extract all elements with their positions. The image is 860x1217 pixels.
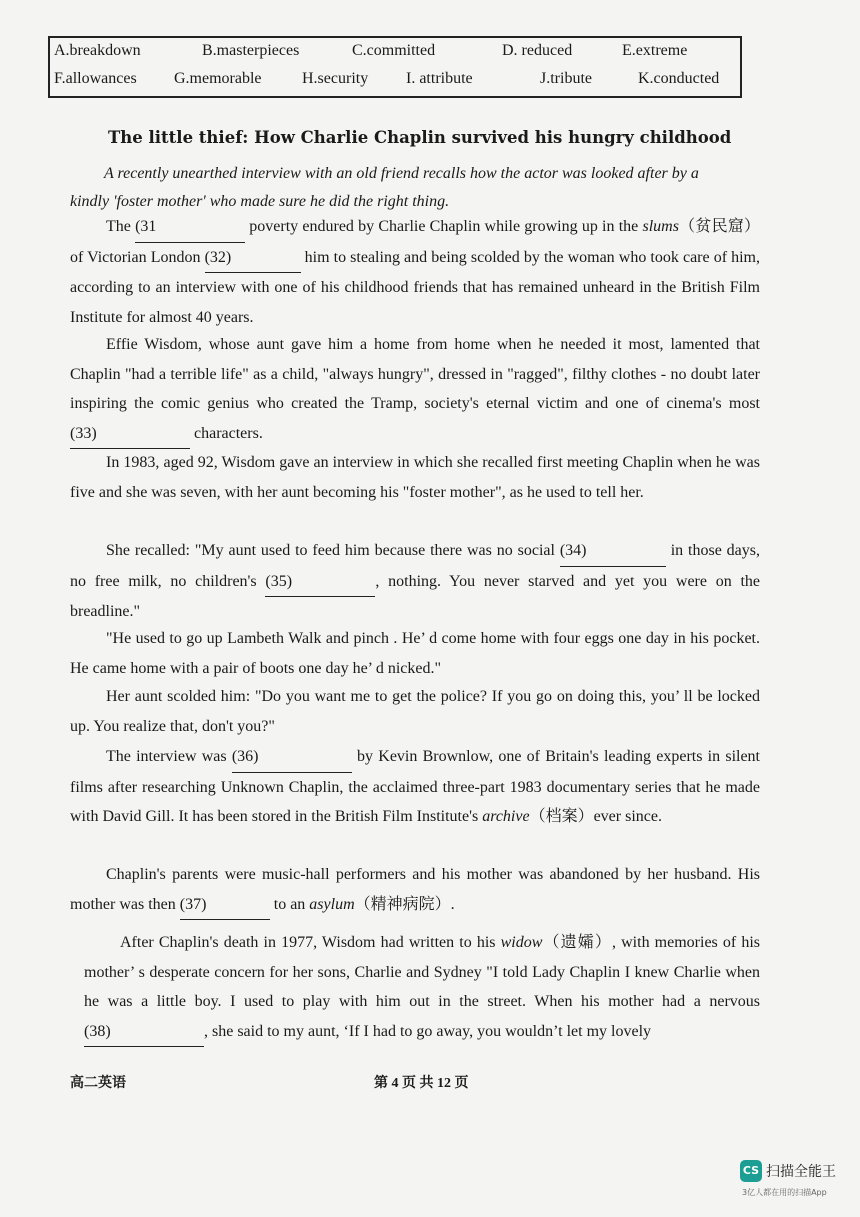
paragraph-2 — [70, 330, 760, 449]
text-run: （遗孀）, with memories of his mother’ s desperate concern for her sons, Charlie and Sydney "I told Lady Chaplin I knew Charlie when he was a little boy. I used to play with him out in the street. When his mother had a nervous — [84, 934, 761, 1010]
cs-logo-icon: CS — [740, 1160, 762, 1182]
blank-number: (37) — [179, 895, 207, 913]
italic-term: slums — [642, 218, 679, 235]
italic-term: asylum — [309, 895, 355, 913]
text-run: （精神病院）. — [354, 895, 455, 913]
word-option: J.tribute — [540, 70, 592, 87]
paragraph-1 — [70, 212, 760, 332]
blank-36[interactable] — [232, 742, 352, 773]
word-option: G.memorable — [174, 70, 262, 87]
blank-number: (31 — [135, 218, 157, 235]
blank-37[interactable] — [180, 890, 270, 921]
scanner-watermark — [740, 1160, 840, 1200]
footer-subject: 高二英语 — [70, 1076, 126, 1091]
scanner-app-name: 扫描全能王 — [766, 1164, 836, 1180]
paragraph-5 — [70, 624, 760, 683]
text-run: In 1983, aged 92, Wisdom gave an interview in which she recalled first meeting Chaplin when he was five and she was seven, with her aunt becoming his "foster mother", as he used to tell her. — [70, 454, 760, 501]
footer-page-number: 第 4 页 共 12 页 — [374, 1076, 469, 1091]
word-bank-row-1 — [50, 42, 740, 70]
paragraph-3 — [70, 448, 760, 507]
word-option: D. reduced — [502, 42, 573, 59]
italic-term: archive — [482, 808, 530, 825]
paragraph-7 — [70, 742, 760, 832]
word-bank-row-2 — [50, 70, 740, 98]
blank-34[interactable] — [560, 536, 666, 567]
text-run: She recalled: "My aunt used to feed him because there was no social — [106, 542, 560, 559]
text-run: poverty endured by Charlie Chaplin while growing up in the — [245, 218, 643, 235]
word-option: C.committed — [352, 42, 436, 59]
scanner-tagline: 3亿人都在用的扫描App — [742, 1188, 827, 1197]
blank-33[interactable] — [70, 419, 190, 450]
blank-31[interactable] — [135, 212, 245, 243]
paragraph-8 — [70, 860, 760, 920]
italic-term: widow — [500, 934, 543, 951]
word-option: B.masterpieces — [202, 42, 300, 59]
text-run: by Kevin Brownlow, one of Britain's leading experts in silent films after researching Unknown Chaplin, the acclaimed three-part 1983 documentary series that he made with David Gill. It has been stored in the British Film Institute's — [70, 748, 761, 825]
text-run: （档案）ever since. — [529, 808, 662, 825]
paragraph-6 — [70, 682, 760, 741]
subtitle-line: A recently unearthed interview with an old friend recalls how the actor was looked after by a — [104, 165, 699, 182]
text-run: , she said to my aunt, ‘If I had to go away, you wouldn’t let my lovely — [204, 1022, 652, 1040]
subtitle-line: kindly 'foster mother' who made sure he did the right thing. — [70, 193, 450, 210]
word-option: I. attribute — [406, 70, 473, 87]
blank-number: (38) — [84, 1022, 111, 1040]
text-run: in those days, no free milk, no children's — [70, 542, 760, 590]
text-run: characters. — [190, 424, 263, 442]
paragraph-9 — [84, 928, 760, 1047]
word-option: K.conducted — [638, 70, 720, 87]
word-option: A.breakdown — [54, 42, 141, 59]
blank-32[interactable] — [205, 243, 301, 274]
blank-number: (36) — [231, 748, 259, 765]
text-run: The — [106, 218, 136, 235]
article-subtitle — [70, 160, 770, 216]
word-bank-box — [48, 36, 742, 98]
text-run: The interview was — [106, 748, 232, 765]
text-run: Chaplin's parents were music-hall performers and his mother was abandoned by her husband. His mother was then — [70, 866, 760, 913]
blank-number: (33) — [70, 424, 97, 442]
blank-number: (35) — [265, 572, 293, 590]
blank-35[interactable] — [265, 567, 375, 598]
text-run: Effie Wisdom, whose aunt gave him a home from home when he needed it most, lamented that Chaplin "had a terrible life" as a child, "always hungry", dressed in "ragged", filthy clothes - no doubt later inspiring the comic genius who created the Tramp, society's eternal victim and one of cinema's most — [70, 336, 760, 412]
word-option: E.extreme — [622, 42, 688, 59]
text-run: "He used to go up Lambeth Walk and pinch . He’ d come home with four eggs one day in his pocket. He came home with a pair of boots one day he’ d nicked." — [70, 630, 760, 677]
word-option: H.security — [302, 70, 369, 87]
blank-38[interactable] — [84, 1017, 204, 1048]
article-title: The little thief: How Charlie Chaplin survived his hungry childhood — [108, 128, 732, 147]
text-run: , nothing. You never starved and yet you were on the breadline." — [70, 572, 761, 620]
text-run: to an — [269, 895, 310, 913]
blank-number: (32) — [204, 248, 232, 266]
text-run: Her aunt scolded him: "Do you want me to get the police? If you go on doing this, you’ ll be locked up. You realize that, don't you?" — [70, 688, 760, 735]
blank-number: (34) — [559, 542, 587, 559]
text-run: him to stealing and being scolded by the woman who took care of him, according to an interview with one of his childhood friends that has remained unheard in the British Film Institute for almost 40 years. — [70, 248, 760, 326]
paragraph-4 — [70, 536, 760, 627]
text-run: After Chaplin's death in 1977, Wisdom had written to his — [120, 934, 501, 951]
word-option: F.allowances — [54, 70, 137, 87]
text-run: （贫民窟）of Victorian London — [70, 218, 761, 266]
